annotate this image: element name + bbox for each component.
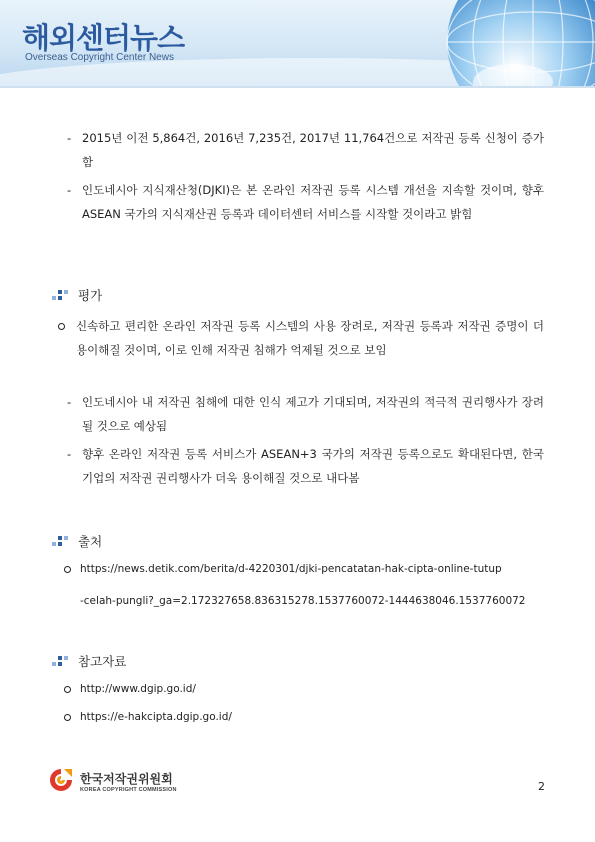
circle-bullet-icon xyxy=(64,566,71,573)
section-bullet-icon xyxy=(52,536,68,548)
evaluation-sub-text: 인도네시아 내 저작권 침해에 대한 인식 제고가 기대되며, 저작권의 적극적 권리행사가 장려될 것으로 예상됨 xyxy=(82,395,544,433)
section-title-evaluation: 평가 xyxy=(78,288,103,303)
section-title-source: 출처 xyxy=(78,534,103,549)
evaluation-main-text: 신속하고 편리한 온라인 저작권 등록 시스템의 사용 장려로, 저작권 등록과 저작권 증명이 더 용이해질 것이며, 이로 인해 저작권 침해가 억제될 것으로 보임 xyxy=(76,319,544,357)
reference-link[interactable]: http://www.dgip.go.id/ xyxy=(80,683,196,695)
dash-marker: - xyxy=(67,131,72,145)
section-bullet-icon xyxy=(52,290,68,302)
commission-name: 한국저작권위원회 xyxy=(80,772,173,786)
circle-bullet-icon xyxy=(64,686,71,693)
header-divider xyxy=(0,86,595,88)
page-header xyxy=(0,0,595,86)
newsletter-title: 해외센터뉴스 xyxy=(22,21,185,55)
source-link-continued[interactable]: -celah-pungli?_ga=2.172327658.836315278.1537760072-1444638046.1537760072 xyxy=(80,595,526,607)
source-link[interactable]: https://news.detik.com/berita/d-4220301/djki-pencatatan-hak-cipta-online-tutup xyxy=(80,563,502,575)
newsletter-subtitle: Overseas Copyright Center News xyxy=(25,52,174,63)
evaluation-sub-text: 향후 온라인 저작권 등록 서비스가 ASEAN+3 국가의 저작권 등록으로도 확대된다면, 한국 기업의 저작권 권리행사가 더욱 용이해질 것으로 내다봄 xyxy=(82,447,544,485)
globe-icon xyxy=(443,0,595,86)
section-bullet-icon xyxy=(52,656,68,668)
section-title-references: 참고자료 xyxy=(78,654,127,669)
dash-marker: - xyxy=(67,183,72,197)
bullet-text: 인도네시아 지식재산청(DJKI)은 본 온라인 저작권 등록 시스템 개선을 지속할 것이며, 향후 ASEAN 국가의 지식재산권 등록과 데이터센터 서비스를 시작할 것이라고 밝힘 xyxy=(82,183,544,221)
commission-logo-icon xyxy=(48,767,74,793)
dash-marker: - xyxy=(67,447,72,461)
dash-marker: - xyxy=(67,395,72,409)
circle-bullet-icon xyxy=(64,714,71,721)
reference-link[interactable]: https://e-hakcipta.dgip.go.id/ xyxy=(80,711,232,723)
commission-name-english: KOREA COPYRIGHT COMMISSION xyxy=(80,787,177,793)
circle-bullet-icon xyxy=(58,323,65,330)
bullet-text: 2015년 이전 5,864건, 2016년 7,235건, 2017년 11,764건으로 저작권 등록 신청이 증가함 xyxy=(82,131,544,169)
page-number: 2 xyxy=(538,780,545,793)
